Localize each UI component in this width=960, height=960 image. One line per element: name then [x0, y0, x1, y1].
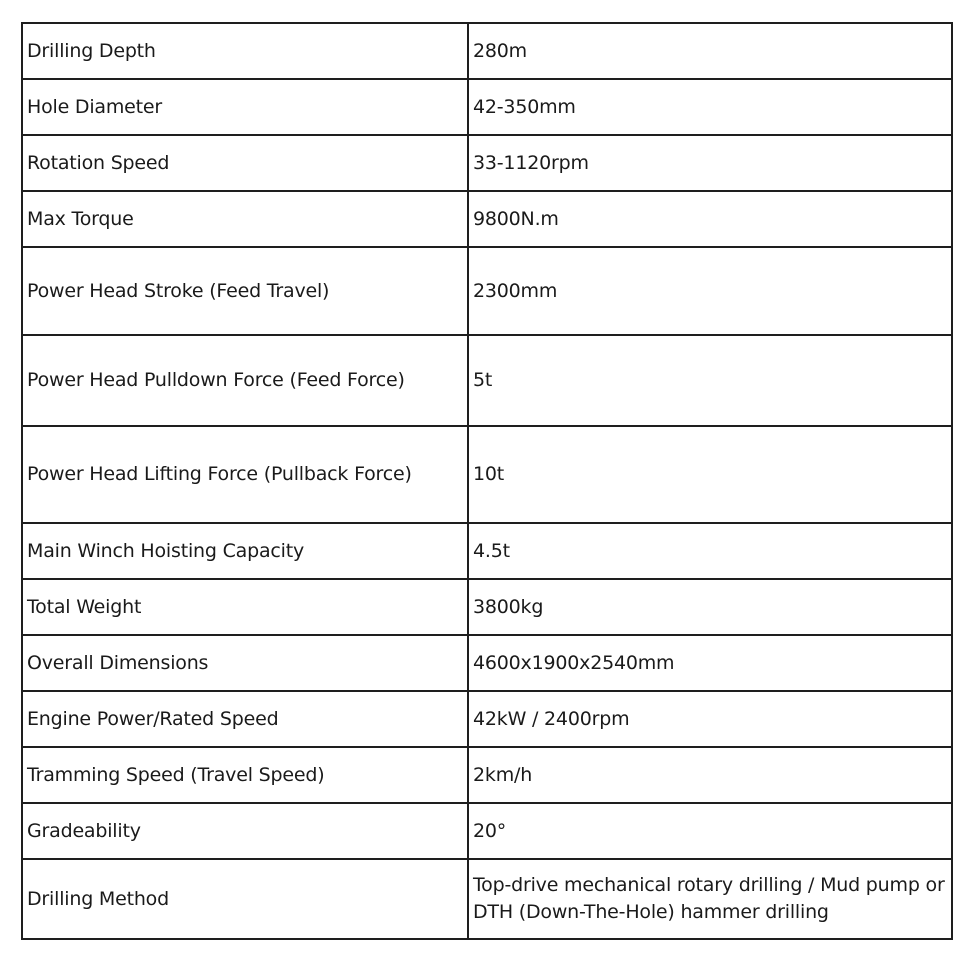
value-cell: 2300mm [468, 247, 952, 335]
parameter-cell: Gradeability [22, 803, 468, 859]
table-row [22, 426, 952, 523]
value-cell: 280m [468, 23, 952, 79]
value-cell: 42-350mm [468, 79, 952, 135]
parameter-cell: Total Weight [22, 579, 468, 635]
parameter-cell: Overall Dimensions [22, 635, 468, 691]
table-row [22, 247, 952, 335]
table-row [22, 803, 952, 859]
parameter-cell: Power Head Stroke (Feed Travel) [22, 247, 468, 335]
value-cell: Top-drive mechanical rotary drilling / Mud pump or DTH (Down-The-Hole) hammer drilling [468, 859, 952, 939]
value-cell: 9800N.m [468, 191, 952, 247]
value-cell: 5t [468, 335, 952, 426]
table-row [22, 191, 952, 247]
parameter-cell: Drilling Method [22, 859, 468, 939]
table-row [22, 335, 952, 426]
table-row [22, 79, 952, 135]
parameter-cell: Max Torque [22, 191, 468, 247]
parameter-cell: Drilling Depth [22, 23, 468, 79]
value-cell: 33-1120rpm [468, 135, 952, 191]
value-cell: 10t [468, 426, 952, 523]
specifications-table-body [22, 23, 952, 939]
parameter-cell: Hole Diameter [22, 79, 468, 135]
value-cell: 42kW / 2400rpm [468, 691, 952, 747]
value-cell: 4600x1900x2540mm [468, 635, 952, 691]
value-cell: 4.5t [468, 523, 952, 579]
parameter-cell: Main Winch Hoisting Capacity [22, 523, 468, 579]
table-row [22, 691, 952, 747]
value-cell: 3800kg [468, 579, 952, 635]
specifications-table [21, 22, 953, 940]
parameter-cell: Rotation Speed [22, 135, 468, 191]
table-row [22, 523, 952, 579]
table-row [22, 635, 952, 691]
table-row [22, 23, 952, 79]
parameter-cell: Engine Power/Rated Speed [22, 691, 468, 747]
parameter-cell: Power Head Lifting Force (Pullback Force) [22, 426, 468, 523]
table-row [22, 859, 952, 939]
parameter-cell: Power Head Pulldown Force (Feed Force) [22, 335, 468, 426]
table-row [22, 747, 952, 803]
table-row [22, 579, 952, 635]
table-row [22, 135, 952, 191]
value-cell: 20° [468, 803, 952, 859]
parameter-cell: Tramming Speed (Travel Speed) [22, 747, 468, 803]
value-cell: 2km/h [468, 747, 952, 803]
